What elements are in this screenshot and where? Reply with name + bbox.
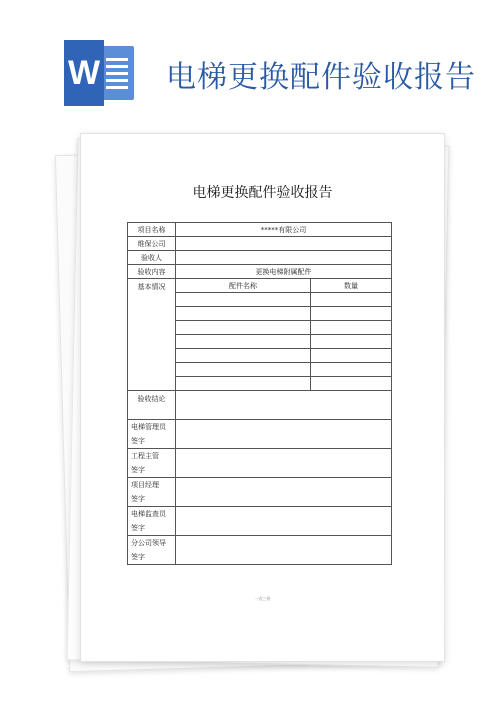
signature-label [128,420,176,449]
conclusion-row [128,391,392,420]
quantity-cell [311,363,392,377]
signature-label [128,507,176,536]
signature-row [128,449,392,478]
signature-sign-label: 签字 [131,437,145,445]
banner-title: 电梯更换配件验收报告 [166,60,476,95]
signature-title: 电梯管理员 [131,423,166,431]
document-page [80,133,445,662]
part-name-cell [176,377,311,391]
part-name-cell [176,335,311,349]
row-value: 更换电梯附属配件 [176,265,392,279]
col-header-quantity: 数量 [311,279,392,293]
row-value: *****有限公司 [176,223,392,237]
signature-sign-label: 签字 [131,553,145,561]
signature-field [176,507,392,536]
conclusion-value [176,391,392,420]
banner [0,0,500,118]
signature-sign-label: 签字 [131,466,145,474]
row-label: 项目名称 [128,223,176,237]
row-value [176,251,392,265]
signature-title: 项目经理 [131,481,159,489]
row-label: 维保公司 [128,237,176,251]
col-header-part-name: 配件名称 [176,279,311,293]
quantity-cell [311,377,392,391]
form-row [128,223,392,237]
word-logo [60,40,140,106]
signature-row [128,478,392,507]
quantity-cell [311,293,392,307]
signature-row [128,536,392,565]
signature-field [176,420,392,449]
signature-field [176,536,392,565]
signature-label [128,478,176,507]
form-row [128,251,392,265]
form-row [128,237,392,251]
page-footer: 一式三份 [254,596,271,601]
form-row [128,265,392,279]
quantity-cell [311,307,392,321]
row-label: 验收内容 [128,265,176,279]
signature-row [128,507,392,536]
signature-title: 工程主管 [131,452,159,460]
signature-label [128,536,176,565]
part-name-cell [176,307,311,321]
signature-field [176,478,392,507]
quantity-cell [311,335,392,349]
document-title: 电梯更换配件验收报告 [192,185,333,201]
conclusion-label: 验收结论 [128,391,176,420]
signature-row [128,420,392,449]
word-logo-lines-icon [106,58,128,93]
basic-info-header-row [128,279,392,293]
signature-sign-label: 签字 [131,524,145,532]
part-name-cell [176,321,311,335]
signature-field [176,449,392,478]
quantity-cell [311,321,392,335]
part-name-cell [176,293,311,307]
basic-info-label: 基本情况 [128,279,176,391]
word-logo-letter: W [64,40,104,106]
part-name-cell [176,349,311,363]
signature-title: 分公司领导 [131,539,166,547]
signature-title: 电梯监查员 [131,510,166,518]
part-name-cell [176,363,311,377]
quantity-cell [311,349,392,363]
signature-label [128,449,176,478]
signature-sign-label: 签字 [131,495,145,503]
report-form-table [127,222,392,565]
row-label: 验收人 [128,251,176,265]
row-value [176,237,392,251]
